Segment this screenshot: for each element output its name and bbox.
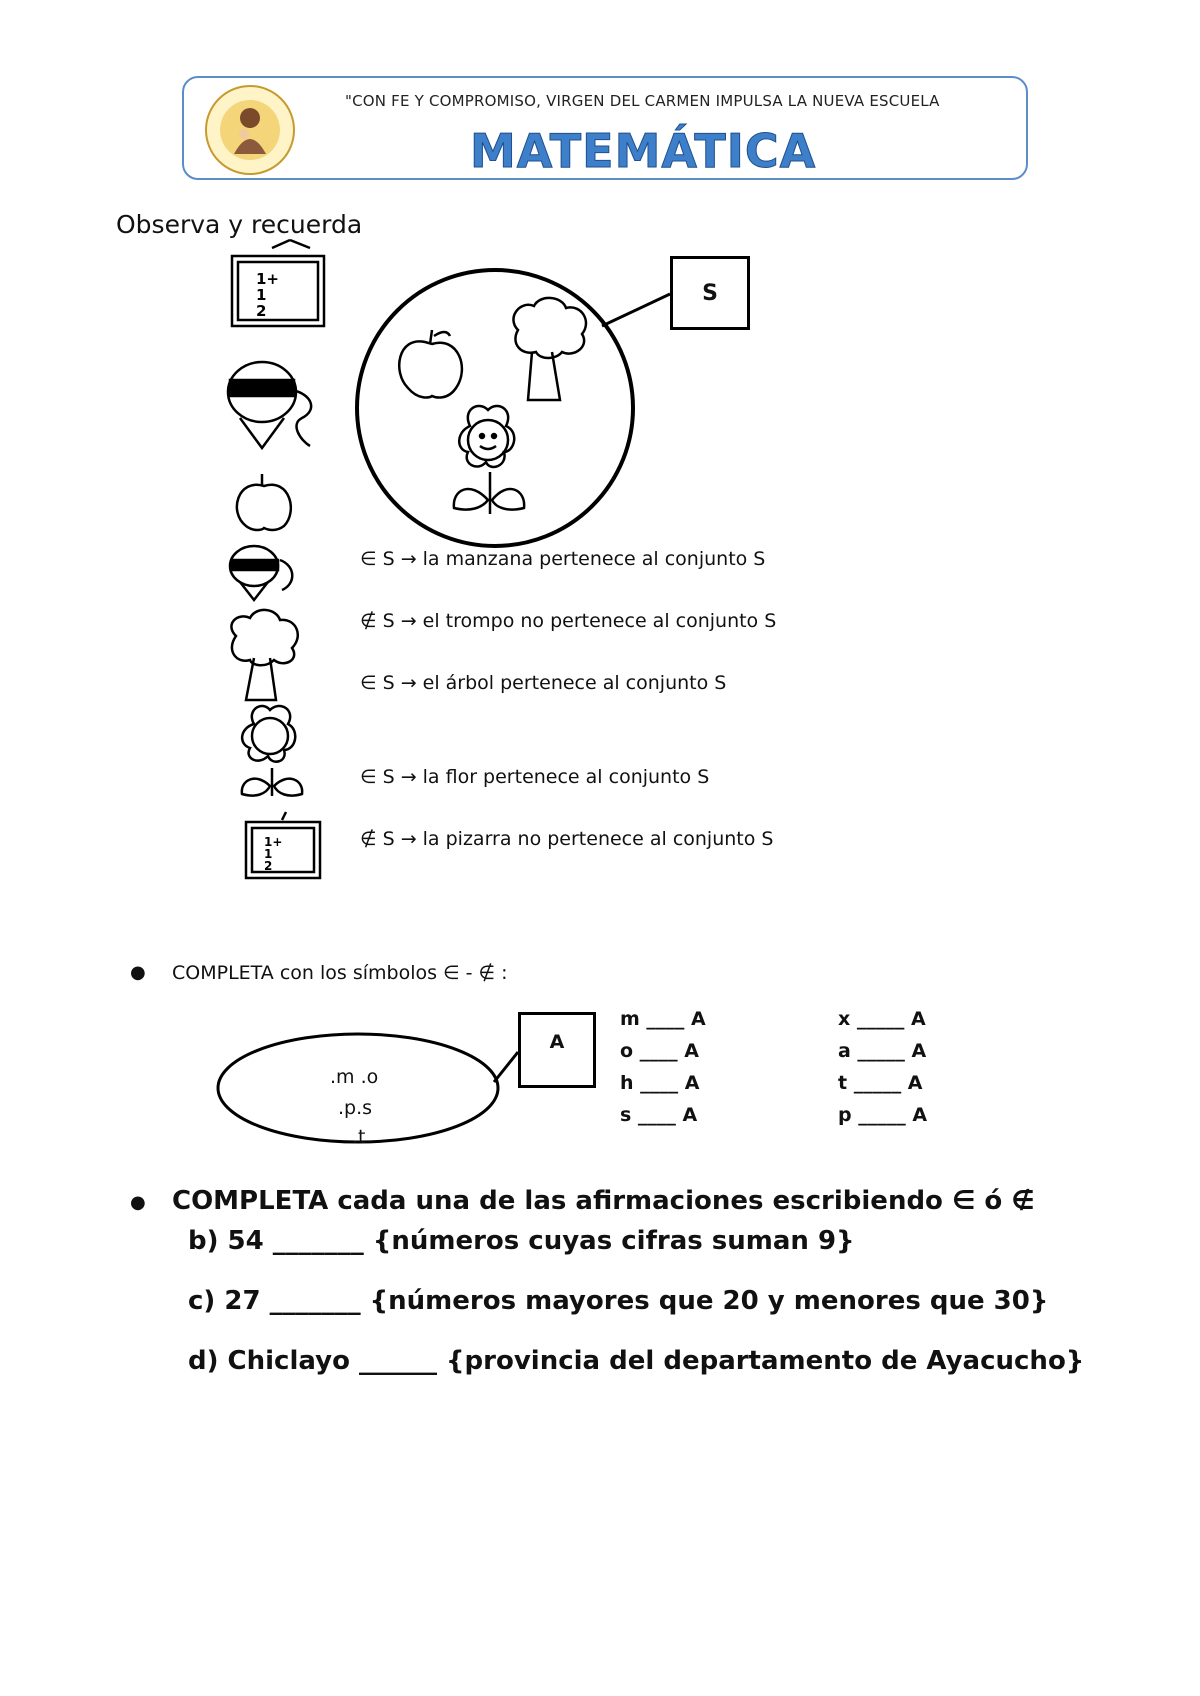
- statement-flower: ∈ S → la flor pertenece al conjunto S: [360, 766, 710, 788]
- fill-blank-right-3[interactable]: t _____ A: [838, 1072, 923, 1094]
- fill-blank-right-4[interactable]: p _____ A: [838, 1104, 928, 1126]
- svg-text:1+: 1+: [264, 835, 283, 849]
- spinning-top-icon: [230, 546, 292, 600]
- svg-text:2: 2: [264, 859, 273, 873]
- set-a-elements-row2: .p.s: [338, 1097, 373, 1119]
- fill-blank-left-4[interactable]: s ____ A: [620, 1104, 698, 1126]
- fill-blank-left-2[interactable]: o ____ A: [620, 1040, 699, 1062]
- section-title: Observa y recuerda: [116, 210, 363, 239]
- statement-tree: ∈ S → el árbol pertenece al conjunto S: [360, 672, 727, 694]
- exercise2-item-d[interactable]: d) Chiclayo ______ {provincia del departamento de Ayacucho}: [188, 1346, 1085, 1376]
- exercise2-instruction: COMPLETA cada una de las afirmaciones escribiendo ∈ ó ∉: [172, 1186, 1035, 1216]
- flower-icon: [242, 706, 302, 796]
- exercise1-instruction: COMPLETA con los símbolos ∈ - ∉ :: [172, 962, 508, 984]
- exercise2-item-b[interactable]: b) 54 _______ {números cuyas cifras suman 9}: [188, 1226, 855, 1256]
- apple-icon: [237, 474, 291, 530]
- svg-text:1: 1: [264, 847, 273, 861]
- fill-blank-left-3[interactable]: h ____ A: [620, 1072, 700, 1094]
- fill-blank-right-1[interactable]: x _____ A: [838, 1008, 926, 1030]
- chalkboard-formula: 1+: [256, 270, 280, 288]
- tree-icon: [231, 610, 297, 700]
- statement-apple: ∈ S → la manzana pertenece al conjunto S: [360, 548, 766, 570]
- set-a-label-box: A: [518, 1012, 596, 1088]
- subject-title: MATEMÁTICA: [470, 124, 817, 178]
- set-s-label-box: S: [670, 256, 750, 330]
- chalkboard-icon: [246, 812, 320, 878]
- fill-blank-right-2[interactable]: a _____ A: [838, 1040, 927, 1062]
- apple-icon: [399, 330, 462, 398]
- fill-blank-left-1[interactable]: m ____ A: [620, 1008, 706, 1030]
- statement-top: ∉ S → el trompo no pertenece al conjunto S: [360, 610, 777, 632]
- set-a-elements-row1: .m .o: [330, 1066, 379, 1088]
- school-motto: "CON FE Y COMPROMISO, VIRGEN DEL CARMEN IMPULSA LA NUEVA ESCUELA: [345, 92, 940, 110]
- exercise2-item-c[interactable]: c) 27 _______ {números mayores que 20 y menores que 30}: [188, 1286, 1049, 1316]
- spinning-top-icon: [228, 362, 311, 448]
- flower-icon: [454, 406, 524, 514]
- set-a-elements-row3: .t: [352, 1126, 366, 1148]
- svg-text:1: 1: [256, 286, 267, 304]
- bullet-icon: ●: [130, 962, 146, 983]
- svg-text:2: 2: [256, 302, 267, 320]
- bullet-icon: ●: [130, 1192, 146, 1213]
- tree-icon: [513, 298, 586, 400]
- statement-chalkboard: ∉ S → la pizarra no pertenece al conjunto S: [360, 828, 774, 850]
